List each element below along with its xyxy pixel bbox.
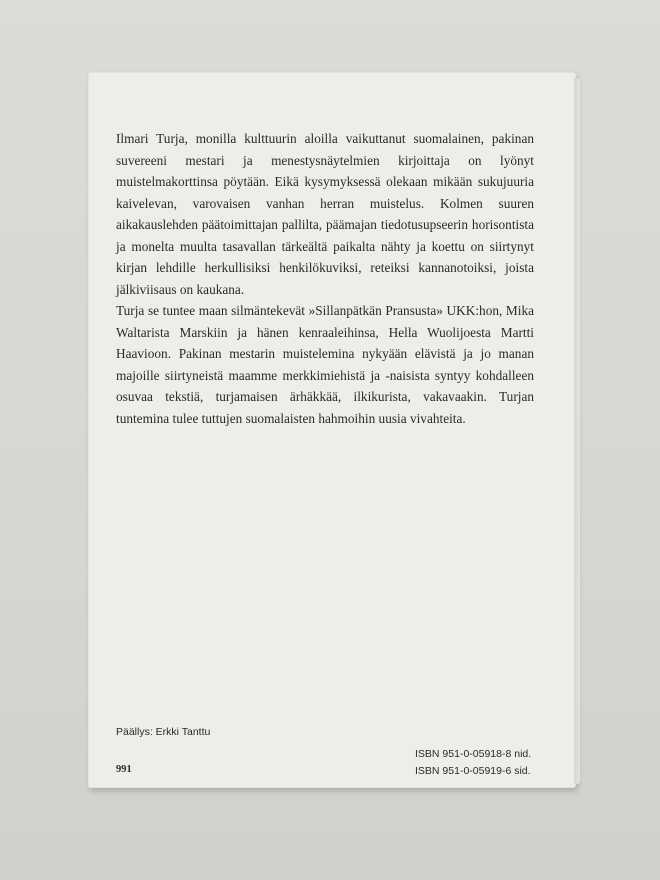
cover-credit: Päällys: Erkki Tanttu <box>116 726 211 738</box>
blurb-paragraph-2: Turja se tuntee maan silmäntekevät »Sillanpätkän Pransusta» UKK:hon, Mika Waltarista Marskiin ja hänen kenraaleihinsa, Hella Wuolijoesta Martti Haavioon. Pakinan mestarin muistelemina nykyään elävistä ja jo manan majoille siirtyneistä maamme merkkimiehistä ja -naisista syntyy kohdalleen osuvaa tekstiä, turjamaisen ärhäkkää, ilkikurista, vakavaakin. Turjan tuntemina tulee tuttujen suomalaisten hahmoihin uusia vivahteita. <box>116 303 534 426</box>
isbn-block <box>415 746 535 780</box>
isbn-hardcover: ISBN 951-0-05919-6 sid. <box>415 765 531 777</box>
isbn-paperback: ISBN 951-0-05918-8 nid. <box>415 748 532 760</box>
blurb-text <box>116 128 534 429</box>
blurb-paragraph-1: Ilmari Turja, monilla kulttuurin aloilla vaikuttanut suomalainen, pakinan suvereeni mestari ja menestysnäytelmien kirjoittaja on lyönyt muistelmakorttinsa pöytään. Eikä kysymyksessä olekaan mikään sukujuuria kaivelevan, varovaisen vanhan herran muistelus. Kolmen suuren aikakauslehden päätoimittajan pallilta, päämajan tiedotusupseerin horisontista ja monelta muulta tasavallan tärkeältä paikalta nähty ja koettu on siirtynyt kirjan lehdille herkullisiksi henkilökuviksi, reteiksi kannanotoiksi, joista jälkiviisaus on kaukana. <box>116 131 534 297</box>
catalog-code: 991 <box>116 764 132 775</box>
book-page-edge <box>574 78 580 784</box>
